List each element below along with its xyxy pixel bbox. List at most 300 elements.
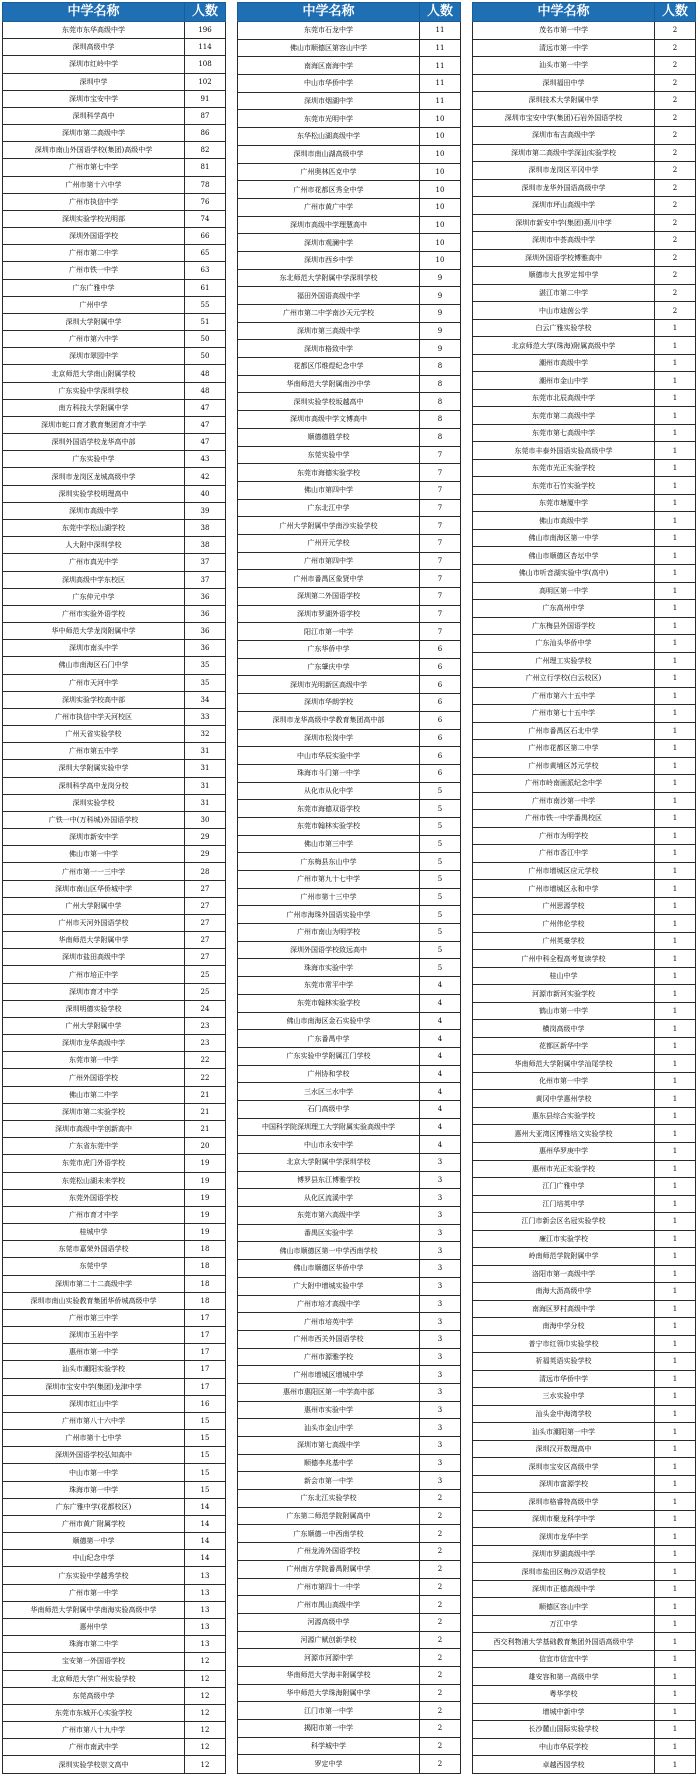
table-row (238, 570, 461, 588)
table-row (473, 1458, 696, 1476)
student-count-cell: 3 (420, 1224, 461, 1242)
table-row (3, 914, 226, 931)
school-name-cell: 湛江市第二中学 (473, 284, 655, 302)
school-name-cell: 广州市培正中学 (3, 966, 185, 983)
student-count-cell: 23 (185, 1017, 226, 1034)
student-count-cell: 37 (185, 571, 226, 588)
table-row (238, 782, 461, 800)
student-count-cell: 1 (655, 757, 696, 775)
table-row (473, 232, 696, 250)
school-name-cell: 江门市第一中学 (238, 1702, 420, 1720)
school-name-cell: 江门培英中学 (473, 1195, 655, 1213)
school-name-cell: 广州市南山为明学校 (238, 924, 420, 942)
student-count-cell: 27 (185, 897, 226, 914)
student-count-cell: 7 (420, 570, 461, 588)
student-count-cell: 1 (655, 529, 696, 547)
student-count-cell: 1 (655, 1685, 696, 1703)
student-count-cell: 12 (185, 1653, 226, 1670)
school-name-cell: 中山市永安中学 (238, 1136, 420, 1154)
table-row (473, 740, 696, 758)
school-name-cell: 珠海市第二中学 (3, 1636, 185, 1653)
school-name-cell: 广东仲元中学 (3, 588, 185, 605)
school-name-cell: 华南师范大学附属中学 (3, 932, 185, 949)
student-count-cell: 2 (655, 302, 696, 320)
table-row (473, 775, 696, 793)
table-row (3, 1241, 226, 1258)
school-name-cell: 广州开元学校 (238, 534, 420, 552)
table-row (238, 1596, 461, 1614)
table-row (473, 617, 696, 635)
student-count-cell: 1 (655, 705, 696, 723)
student-count-cell: 2 (420, 1720, 461, 1738)
student-count-cell: 15 (185, 1464, 226, 1481)
student-count-cell: 1 (655, 1055, 696, 1073)
student-count-cell: 23 (185, 1035, 226, 1052)
student-count-cell: 36 (185, 640, 226, 657)
student-count-cell: 1 (655, 880, 696, 898)
student-count-cell: 13 (185, 1584, 226, 1601)
table-row (238, 1437, 461, 1455)
table-row (3, 56, 226, 73)
school-name-cell: 广州思源学校 (473, 897, 655, 915)
student-count-cell: 2 (420, 1560, 461, 1578)
table-row (3, 176, 226, 193)
table-row (238, 1012, 461, 1030)
table-row (473, 897, 696, 915)
table-row (238, 1720, 461, 1738)
school-name-cell: 深圳市罗湖外语学校 (238, 605, 420, 623)
table-row (473, 214, 696, 232)
table-row (3, 571, 226, 588)
student-count-cell: 22 (185, 1052, 226, 1069)
school-name-cell: 深圳市格致中学 (238, 340, 420, 358)
school-name-cell: 珠海市实验中学 (238, 959, 420, 977)
table-row (238, 446, 461, 464)
table-row (3, 846, 226, 863)
school-name-cell: 佛山市高级中学 (473, 512, 655, 530)
student-count-cell: 2 (655, 39, 696, 57)
student-count-cell: 38 (185, 537, 226, 554)
school-name-cell: 深圳市蛇口育才教育集团育才中学 (3, 416, 185, 433)
table-row (3, 348, 226, 365)
school-name-cell: 广州市第二中学南沙天元学校 (238, 305, 420, 323)
student-count-cell: 36 (185, 623, 226, 640)
student-count-cell: 7 (420, 446, 461, 464)
table-row (3, 932, 226, 949)
table-row (473, 144, 696, 162)
table-row (3, 22, 226, 39)
student-count-cell: 81 (185, 159, 226, 176)
count-header: 人数 (185, 3, 226, 22)
table-row (3, 125, 226, 142)
school-name-cell: 深圳大学附属中学 (3, 313, 185, 330)
table-row (3, 1670, 226, 1687)
school-name-cell: 广州大学附属中学 (3, 1017, 185, 1034)
table-row (473, 1580, 696, 1598)
student-count-cell: 47 (185, 434, 226, 451)
school-name-cell: 东莞市第六高级中学 (238, 1207, 420, 1225)
table-row (3, 1309, 226, 1326)
student-count-cell: 47 (185, 399, 226, 416)
school-name-cell: 人大附中深圳学校 (3, 537, 185, 554)
student-count-cell: 5 (420, 835, 461, 853)
school-name-cell: 东莞市翰林实验学校 (238, 994, 420, 1012)
school-name-cell: 广州龙涛外国语学校 (238, 1543, 420, 1561)
school-name-cell: 信宜市信宜中学 (473, 1650, 655, 1668)
student-count-cell: 3 (420, 1277, 461, 1295)
student-count-cell: 13 (185, 1567, 226, 1584)
student-count-cell: 3 (420, 1366, 461, 1384)
school-name-cell: 广州市南沙第一中学 (473, 792, 655, 810)
school-name-cell: 顺德李兆基中学 (238, 1454, 420, 1472)
table-row (238, 198, 461, 216)
student-count-cell: 1 (655, 389, 696, 407)
table-row (238, 623, 461, 641)
table-row (473, 1143, 696, 1161)
school-name-cell: 东莞市常平中学 (238, 977, 420, 995)
student-count-cell: 2 (655, 284, 696, 302)
student-count-cell: 42 (185, 468, 226, 485)
table-row (473, 22, 696, 40)
table-row (238, 1543, 461, 1561)
student-count-cell: 25 (185, 966, 226, 983)
table-row (238, 1560, 461, 1578)
table-row (473, 1283, 696, 1301)
table-row (3, 245, 226, 262)
school-name-cell: 深圳市高级中学创新高中 (3, 1121, 185, 1138)
table-row (473, 389, 696, 407)
school-name-cell: 卓越西园学校 (473, 1756, 655, 1774)
student-count-cell: 1 (655, 1721, 696, 1739)
school-name-cell: 深圳市育才中学 (3, 983, 185, 1000)
table-row (238, 499, 461, 517)
student-count-cell: 4 (420, 994, 461, 1012)
student-count-cell: 12 (185, 1687, 226, 1704)
school-name-cell: 石门高级中学 (238, 1100, 420, 1118)
school-name-cell: 东莞市第一中学 (3, 1052, 185, 1069)
table-row (238, 1702, 461, 1720)
table-row (238, 658, 461, 676)
student-count-cell: 2 (655, 74, 696, 92)
table-row (3, 1344, 226, 1361)
table-row (3, 897, 226, 914)
student-count-cell: 55 (185, 296, 226, 313)
school-name-cell: 东莞市翰林实验学校 (238, 817, 420, 835)
table-row (473, 127, 696, 145)
school-name-cell: 东莞市石竹实验学校 (473, 477, 655, 495)
table-row (238, 906, 461, 924)
student-count-cell: 2 (420, 1596, 461, 1614)
school-name-cell: 佛山市南海区金石实验中学 (238, 1012, 420, 1030)
student-count-cell: 4 (420, 1100, 461, 1118)
table-row (3, 142, 226, 159)
school-name-cell: 河源高级中学 (238, 1613, 420, 1631)
school-name-cell: 深圳市红山中学 (3, 1395, 185, 1412)
student-count-cell: 2 (420, 1525, 461, 1543)
school-name-cell: 深圳中学 (3, 73, 185, 90)
student-count-cell: 2 (655, 22, 696, 40)
table-row (3, 365, 226, 382)
table-row (3, 1292, 226, 1309)
school-name-cell: 茂名市第一中学 (473, 22, 655, 40)
school-name-cell: 深圳市南山湖高级中学 (238, 145, 420, 163)
school-name-cell: 广州市第一一三中学 (3, 863, 185, 880)
student-count-cell: 6 (420, 747, 461, 765)
table-row (3, 1361, 226, 1378)
student-count-cell: 1 (655, 810, 696, 828)
student-count-cell: 17 (185, 1361, 226, 1378)
table-row (473, 179, 696, 197)
school-name-cell: 深圳市正德高级中学 (473, 1580, 655, 1598)
school-name-cell: 河源市河源中学 (238, 1649, 420, 1667)
table-row (238, 871, 461, 889)
table-row (473, 1195, 696, 1213)
school-name-cell: 东莞市东华高级中学 (3, 22, 185, 39)
school-name-cell: 北京大学附属中学深圳学校 (238, 1154, 420, 1172)
student-count-cell: 48 (185, 365, 226, 382)
table-row (473, 915, 696, 933)
school-name-header: 中学名称 (473, 3, 655, 22)
table-row (238, 676, 461, 694)
school-name-cell: 广东梅县外国语学校 (473, 617, 655, 635)
student-count-cell: 1 (655, 372, 696, 390)
table-row (3, 966, 226, 983)
table-row (238, 1666, 461, 1684)
student-count-cell: 8 (420, 428, 461, 446)
school-name-cell: 潮州市高级中学 (473, 354, 655, 372)
school-name-cell: 汕头市金山中学 (238, 1419, 420, 1437)
table-row (3, 1653, 226, 1670)
school-name-cell: 惠州市光正实验学校 (473, 1160, 655, 1178)
school-name-cell: 江门广雅中学 (473, 1178, 655, 1196)
student-count-cell: 1 (655, 950, 696, 968)
school-name-cell: 佛山市南海区石门中学 (3, 657, 185, 674)
school-name-cell: 深圳市龙华外国语高级中学 (473, 179, 655, 197)
table-row (3, 1601, 226, 1618)
student-count-cell: 1 (655, 319, 696, 337)
table-row (3, 1189, 226, 1206)
school-name-cell: 广州市第一中学 (3, 1584, 185, 1601)
table-row (238, 92, 461, 110)
table-row (238, 1454, 461, 1472)
school-name-cell: 顺德市大良罗定邦中学 (473, 267, 655, 285)
school-name-cell: 广州市执信中学 (3, 193, 185, 210)
student-count-cell: 1 (655, 1703, 696, 1721)
student-count-cell: 10 (420, 128, 461, 146)
student-count-cell: 2 (420, 1507, 461, 1525)
table-row (3, 434, 226, 451)
school-ranking-table-1 (2, 2, 226, 1774)
table-row (473, 1423, 696, 1441)
student-count-cell: 1 (655, 1598, 696, 1616)
school-name-cell: 东莞市塘厦中学 (473, 494, 655, 512)
student-count-cell: 1 (655, 985, 696, 1003)
table-row (238, 1366, 461, 1384)
student-count-cell: 1 (655, 1335, 696, 1353)
student-count-cell: 2 (420, 1631, 461, 1649)
table-row (473, 1493, 696, 1511)
student-count-cell: 1 (655, 617, 696, 635)
table-row (3, 726, 226, 743)
table-row (238, 817, 461, 835)
student-count-cell: 1 (655, 722, 696, 740)
school-name-cell: 广东实验中学深圳学校 (3, 382, 185, 399)
table-row (238, 1525, 461, 1543)
student-count-cell: 1 (655, 354, 696, 372)
table-row (238, 322, 461, 340)
student-count-cell: 1 (655, 564, 696, 582)
school-name-cell: 增城中新中学 (473, 1703, 655, 1721)
school-name-cell: 深圳市西乡中学 (238, 251, 420, 269)
school-name-cell: 广州市南武中学 (3, 1739, 185, 1756)
school-name-cell: 佛山市第二中学 (3, 1086, 185, 1103)
school-name-cell: 南海区罗村高级中学 (473, 1300, 655, 1318)
student-count-cell: 1 (655, 635, 696, 653)
table-row (238, 1755, 461, 1774)
student-count-cell: 13 (185, 1601, 226, 1618)
student-count-cell: 1 (655, 1090, 696, 1108)
school-name-cell: 佛山市顺德区杏坛中学 (473, 547, 655, 565)
school-name-cell: 惠州市第一中学 (3, 1344, 185, 1361)
student-count-cell: 1 (655, 442, 696, 460)
student-count-cell: 14 (185, 1498, 226, 1515)
student-count-cell: 39 (185, 502, 226, 519)
school-name-cell: 广州市天河中学 (3, 674, 185, 691)
student-count-cell: 1 (655, 1493, 696, 1511)
student-count-cell: 1 (655, 845, 696, 863)
student-count-cell: 1 (655, 827, 696, 845)
student-count-cell: 1 (655, 1230, 696, 1248)
student-count-cell: 4 (420, 1083, 461, 1101)
student-count-cell: 2 (655, 144, 696, 162)
student-count-cell: 1 (655, 687, 696, 705)
table-row (3, 1447, 226, 1464)
table-row (238, 1224, 461, 1242)
table-row (238, 234, 461, 252)
school-name-cell: 广州市第十六中学 (3, 176, 185, 193)
student-count-cell: 3 (420, 1189, 461, 1207)
student-count-cell: 1 (655, 1405, 696, 1423)
table-row (3, 743, 226, 760)
student-count-cell: 1 (655, 1475, 696, 1493)
table-row (3, 1206, 226, 1223)
school-name-cell: 深圳市龙岗区龙城高级中学 (3, 468, 185, 485)
table-header-row (3, 3, 226, 22)
student-count-cell: 8 (420, 358, 461, 376)
school-name-cell: 东莞市光正实验学校 (473, 459, 655, 477)
student-count-cell: 12 (185, 1739, 226, 1756)
table-row (3, 1584, 226, 1601)
count-header: 人数 (420, 3, 461, 22)
table-row (3, 210, 226, 227)
table-header-row (473, 3, 696, 22)
school-name-cell: 深圳实验学校高中部 (3, 691, 185, 708)
table-row (473, 687, 696, 705)
school-name-cell: 江门市新会区名冠实验学校 (473, 1213, 655, 1231)
student-count-cell: 1 (655, 1318, 696, 1336)
student-count-cell: 1 (655, 1668, 696, 1686)
table-row (3, 1739, 226, 1756)
table-row (3, 107, 226, 124)
student-count-cell: 5 (420, 853, 461, 871)
school-name-cell: 佛山市南海区第一中学 (473, 529, 655, 547)
table-row (3, 794, 226, 811)
table-row (473, 582, 696, 600)
table-row (473, 1213, 696, 1231)
student-count-cell: 21 (185, 1121, 226, 1138)
student-count-cell: 3 (420, 1207, 461, 1225)
student-count-cell: 47 (185, 416, 226, 433)
student-count-cell: 19 (185, 1172, 226, 1189)
school-name-cell: 深圳市第二高级中学深汕实验学校 (473, 144, 655, 162)
school-name-cell: 深圳市格睿特高级中学 (473, 1493, 655, 1511)
table-row (473, 57, 696, 75)
student-count-cell: 1 (655, 1510, 696, 1528)
student-count-cell: 1 (655, 1125, 696, 1143)
school-name-cell: 北京师范大学(珠海)附属高级中学 (473, 337, 655, 355)
table-row (473, 372, 696, 390)
school-name-cell: 深圳科学高中 (3, 107, 185, 124)
table-row (473, 109, 696, 127)
student-count-cell: 25 (185, 983, 226, 1000)
student-count-cell: 3 (420, 1242, 461, 1260)
table-row (473, 1615, 696, 1633)
school-name-cell: 东莞市丰泰外国语实验高级中学 (473, 442, 655, 460)
table-row (473, 1598, 696, 1616)
table-header-row (238, 3, 461, 22)
table-row (473, 197, 696, 215)
school-name-cell: 华南师范大学附属南沙中学 (238, 375, 420, 393)
table-row (3, 605, 226, 622)
student-count-cell: 1 (655, 1563, 696, 1581)
school-name-cell: 广州市海珠外国语实验中学 (238, 906, 420, 924)
school-name-cell: 桂山中学 (473, 967, 655, 985)
student-count-cell: 2 (655, 179, 696, 197)
student-count-cell: 1 (655, 670, 696, 688)
table-row (238, 747, 461, 765)
school-name-cell: 北京师范大学广州实验学校 (3, 1670, 185, 1687)
school-name-cell: 深圳市富源学校 (473, 1475, 655, 1493)
table-row (238, 428, 461, 446)
table-row (473, 862, 696, 880)
table-row (238, 1490, 461, 1508)
student-count-cell: 9 (420, 287, 461, 305)
student-count-cell: 36 (185, 588, 226, 605)
table-row (3, 777, 226, 794)
table-row (238, 110, 461, 128)
table-row (473, 1107, 696, 1125)
table-row (238, 411, 461, 429)
school-name-cell: 广州市西关外国语学校 (238, 1330, 420, 1348)
table-row (3, 1121, 226, 1138)
school-name-cell: 佛山市第三中学 (238, 835, 420, 853)
table-row (473, 1440, 696, 1458)
student-count-cell: 10 (420, 163, 461, 181)
table-row (238, 534, 461, 552)
school-name-cell: 广州市第九十七中学 (238, 871, 420, 889)
table-row (238, 888, 461, 906)
student-count-cell: 74 (185, 210, 226, 227)
student-count-cell: 7 (420, 517, 461, 535)
table-row (3, 1035, 226, 1052)
table-row (3, 588, 226, 605)
school-name-cell: 广州市第六十五中学 (473, 687, 655, 705)
school-name-cell: 广东高州中学 (473, 600, 655, 618)
school-name-cell: 惠州大亚湾区博雅培文实验学校 (473, 1125, 655, 1143)
table-row (238, 1295, 461, 1313)
school-name-cell: 深圳技术大学附属中学 (473, 92, 655, 110)
table-row (473, 652, 696, 670)
